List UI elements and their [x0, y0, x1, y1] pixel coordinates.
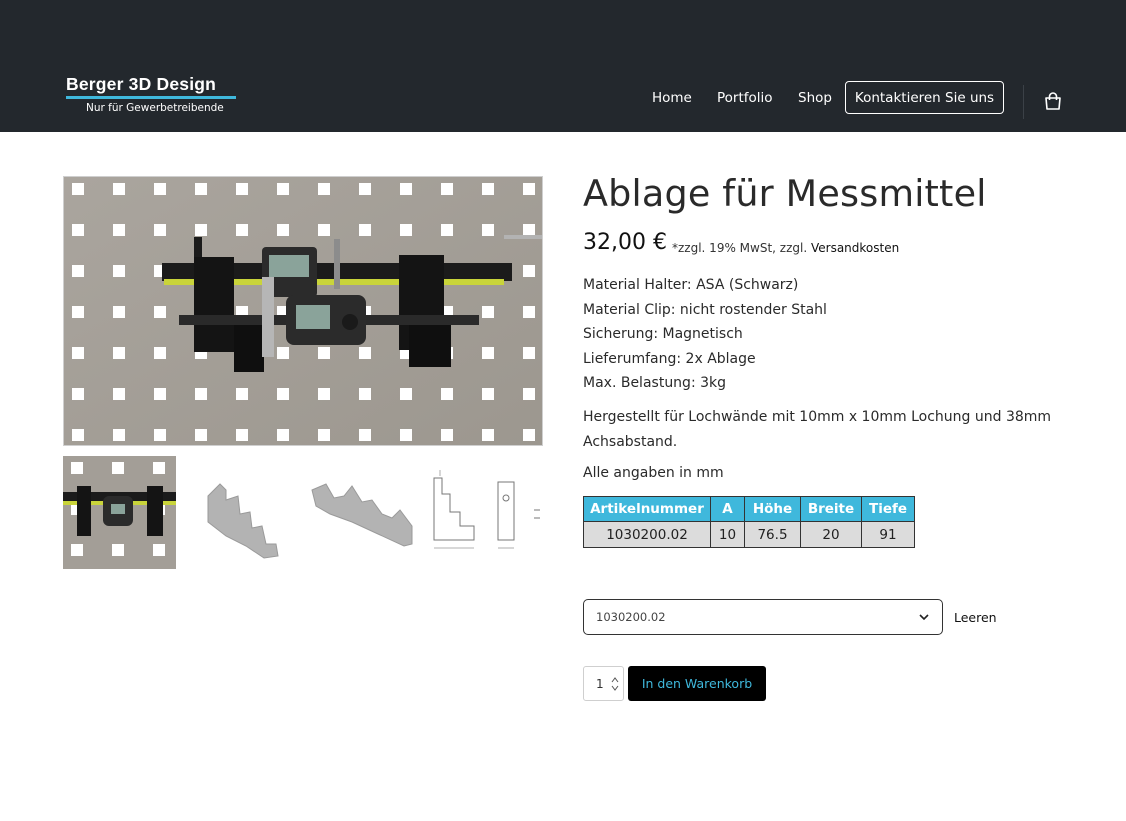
logo-underline	[66, 96, 236, 99]
tax-note	[672, 241, 899, 255]
nav-shop[interactable]: Shop	[798, 90, 832, 106]
thumbnail-1[interactable]	[63, 456, 176, 569]
product-title: Ablage für Messmittel	[583, 172, 987, 215]
table-cell: 1030200.02	[584, 522, 711, 547]
product-description: Hergestellt für Lochwände mit 10mm x 10mm Lochung und 38mm Achsabstand.	[583, 409, 1052, 450]
nav-home[interactable]: Home	[652, 90, 692, 106]
variant-select[interactable]	[583, 599, 943, 635]
spec-line: Material Halter: ASA (Schwarz)	[583, 277, 799, 293]
logo[interactable]	[66, 74, 238, 114]
table-header: Tiefe	[862, 497, 914, 522]
table-cell: 76.5	[745, 522, 801, 547]
table-cell: 20	[801, 522, 862, 547]
spec-line: Lieferumfang: 2x Ablage	[583, 351, 756, 367]
tax-note-text: *zzgl. 19% MwSt, zzgl.	[672, 241, 808, 255]
product-price: 32,00 €	[583, 230, 667, 255]
product-main-image[interactable]	[63, 176, 543, 446]
table-header-row	[584, 497, 914, 522]
add-to-cart-button[interactable]: In den Warenkorb	[628, 666, 766, 701]
shopping-bag-icon[interactable]	[1043, 91, 1063, 111]
dimensions-table	[583, 496, 915, 548]
thumbnail-2[interactable]	[186, 456, 299, 569]
thumbnail-3[interactable]	[308, 456, 421, 569]
reset-variant-link[interactable]: Leeren	[954, 610, 997, 625]
table-header: A	[711, 497, 745, 522]
table-header: Artikelnummer	[584, 497, 711, 522]
contact-button[interactable]: Kontaktieren Sie uns	[845, 81, 1004, 114]
spec-line: Max. Belastung: 3kg	[583, 375, 727, 391]
thumbnail-photo	[63, 456, 176, 569]
spec-line: Sicherung: Magnetisch	[583, 326, 743, 342]
thumbnail-render	[308, 456, 421, 569]
thumbnail-render	[186, 456, 299, 569]
thumbnail-4[interactable]	[430, 456, 543, 569]
product-photo	[64, 177, 543, 446]
nav-portfolio[interactable]: Portfolio	[717, 90, 773, 106]
chevron-down-icon	[918, 611, 930, 623]
quantity-value: 1	[596, 676, 604, 691]
shipping-costs-link[interactable]: Versandkosten	[810, 241, 900, 255]
table-cell: 91	[862, 522, 914, 547]
units-note: Alle angaben in mm	[583, 465, 724, 481]
variant-select-value: 1030200.02	[596, 610, 666, 624]
table-cell: 10	[711, 522, 745, 547]
table-row	[584, 522, 914, 547]
table-header: Breite	[801, 497, 862, 522]
table-header: Höhe	[745, 497, 801, 522]
spec-line: Material Clip: nicht rostender Stahl	[583, 302, 827, 318]
spinner-arrows-icon[interactable]	[611, 676, 619, 692]
logo-title: Berger 3D Design	[66, 74, 217, 94]
thumbnail-drawing	[430, 456, 543, 569]
quantity-stepper[interactable]	[583, 666, 624, 701]
nav-divider	[1023, 85, 1024, 119]
site-header	[0, 0, 1126, 132]
logo-subtitle: Nur für Gewerbetreibende	[86, 102, 224, 114]
